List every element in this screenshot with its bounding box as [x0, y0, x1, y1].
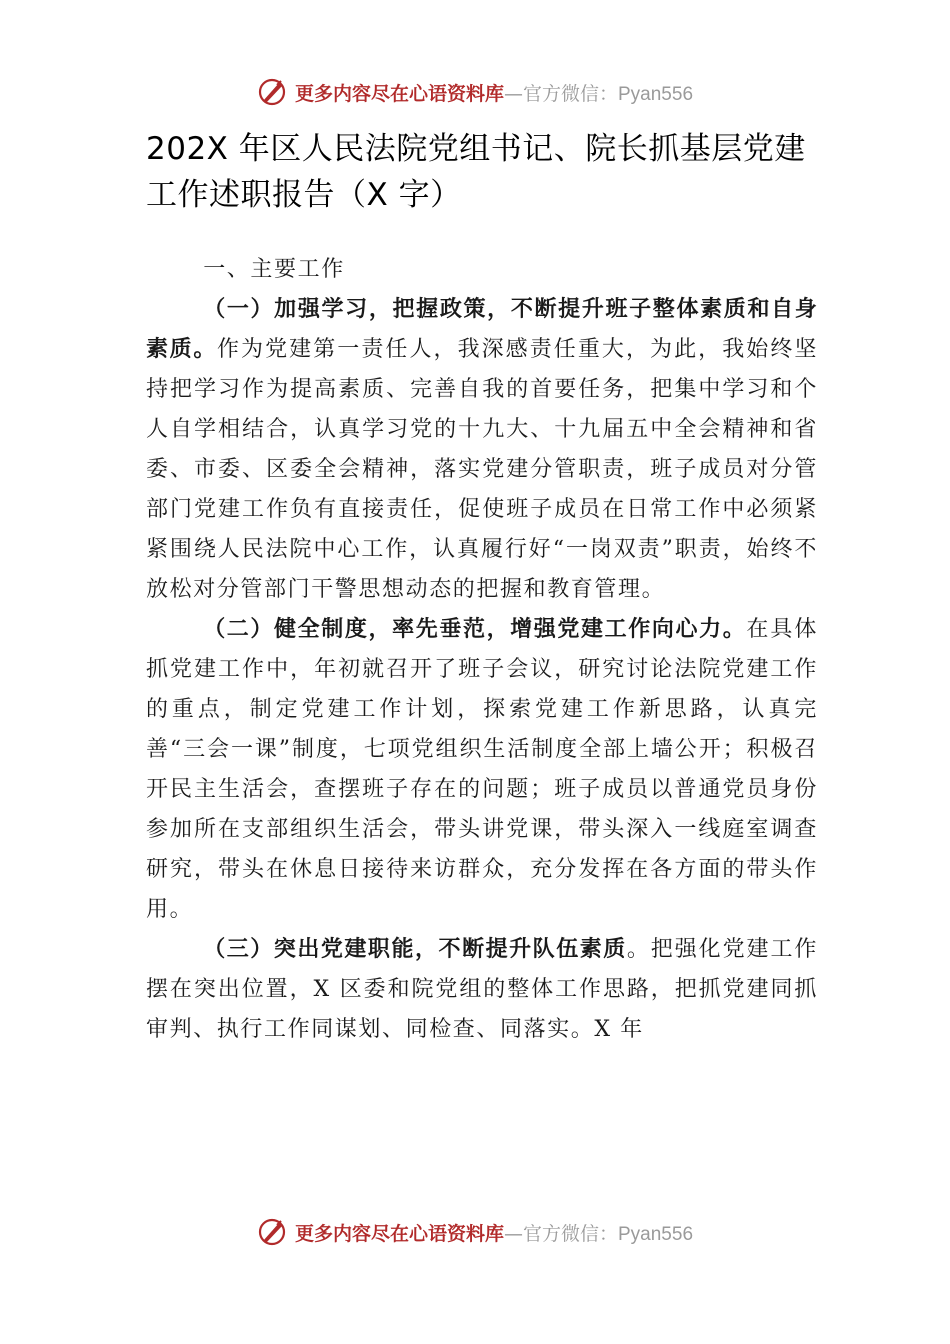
watermark-wechat-label: 官方微信：: [522, 1222, 618, 1245]
document-title: 202X 年区人民法院党组书记、院长抓基层党建工作述职报告（X 字）: [146, 131, 806, 213]
paragraph-3-lead: （三）突出党建职能，不断提升队伍素质: [203, 937, 627, 962]
paragraph-2-lead: （二）健全制度，率先垂范，增强党建工作向心力。: [203, 617, 747, 642]
watermark-brand: 更多内容尽在心语资料库: [294, 1222, 504, 1245]
paragraph-3: [146, 930, 818, 1050]
watermark-dash: —: [503, 1222, 523, 1245]
pen-logo-icon: [257, 77, 287, 107]
paragraph-1: [146, 290, 818, 610]
paragraph-1-body: 作为党建第一责任人，我深感责任重大，为此，我始终坚持把学习作为提高素质、完善自我的首要任务，把集中学习和个人自学相结合，认真学习党的十九大、十九届五中全会精神和省委、市委、区委全会精神，落实党建分管职责，班子成员对分管部门党建工作负有直接责任，促使班子成员在日常工作中必须紧紧围绕人民法院中心工作，认真履行好“一岗双责”职责，始终不放松对分管部门干警思想动态的把握和教育管理。: [146, 337, 818, 602]
watermark-wechat-id: Pyan556: [618, 83, 694, 105]
watermark-brand: 更多内容尽在心语资料库: [294, 82, 504, 105]
watermark-dash: —: [503, 82, 523, 105]
watermark-text: [295, 1219, 693, 1246]
paragraph-3-body: 。把强化党建工作摆在突出位置，X 区委和院党组的整体工作思路，把抓党建同抓审判、执行工作同谋划、同检查、同落实。X 年: [146, 937, 818, 1042]
watermark-wechat-id: Pyan556: [618, 1223, 694, 1245]
footer-watermark-banner: [0, 1212, 950, 1252]
paragraph-2: [146, 610, 818, 930]
document-body: [146, 250, 818, 1050]
watermark-text: [295, 79, 693, 106]
section-heading: 一、主要工作: [203, 257, 345, 282]
paragraph-2-body: 在具体抓党建工作中，年初就召开了班子会议，研究讨论法院党建工作的重点，制定党建工作计划，探索党建工作新思路，认真完善“三会一课”制度，七项党组织生活制度全部上墙公开；积极召开民主生活会，查摆班子存在的问题；班子成员以普通党员身份参加所在支部组织生活会，带头讲党课，带头深入一线庭室调查研究，带头在休息日接待来访群众，充分发挥在各方面的带头作用。: [146, 617, 818, 922]
pen-logo-icon: [257, 1217, 287, 1247]
watermark-wechat-label: 官方微信：: [522, 82, 618, 105]
header-watermark-banner: [0, 72, 950, 112]
paragraph-1-lead: （一）加强学习，把握政策，不断提升班子整体素质和自身素质。: [146, 297, 818, 362]
